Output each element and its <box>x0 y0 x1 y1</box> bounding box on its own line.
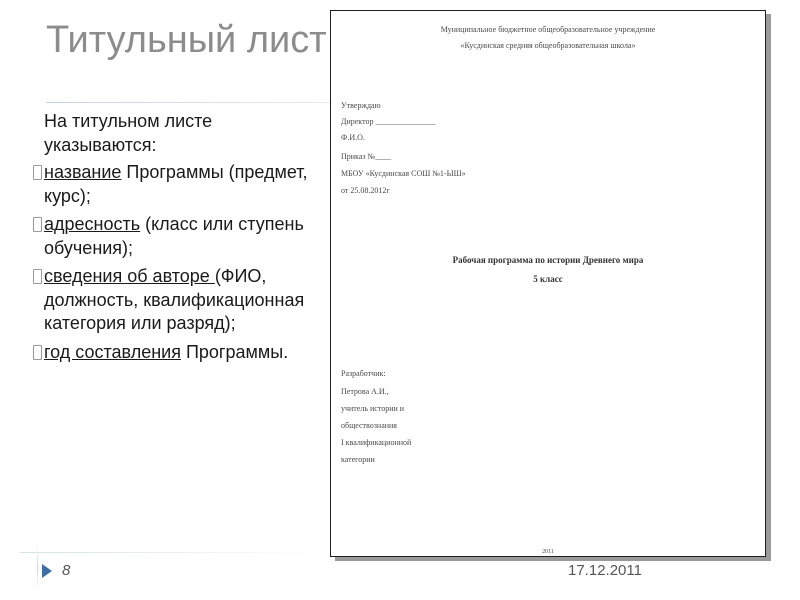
bullet-item <box>32 213 327 260</box>
bullet-keyword: сведения об авторе <box>44 266 215 286</box>
doc-developer-line: учитель истории и <box>341 404 405 413</box>
doc-developer-line: категории <box>341 455 375 464</box>
doc-header-line-2: «Кусдинская средняя общеобразовательная школа» <box>460 41 636 50</box>
bullet-text: (класс или ступень обучения); <box>44 214 304 258</box>
bullet-keyword: год составления <box>44 341 181 362</box>
footer-decor-vline <box>37 545 38 590</box>
bullet-text: (ФИО, должность, квалификационная категория или разряд); <box>44 266 305 333</box>
bullet-keyword: адресность <box>44 214 141 234</box>
doc-approval-line: Ф.И.О. <box>341 133 365 142</box>
intro-text: На титульном листе указываются: <box>44 111 213 155</box>
doc-header-line-1: Муниципальное бюджетное общеобразовательное учреждение <box>440 25 656 34</box>
doc-grade: 5 класс <box>533 274 563 284</box>
doc-developer-line: Разработчик: <box>341 369 386 378</box>
doc-approval-line: Утверждаю <box>341 101 381 110</box>
doc-developer-line: обществознания <box>341 421 397 430</box>
footer-decor-line <box>20 552 320 553</box>
bullet-text: Программы. <box>180 341 289 362</box>
bullet-box-icon <box>33 269 42 284</box>
slide-body <box>32 110 327 369</box>
title-page-document <box>330 10 766 557</box>
doc-approval-line: от 25.08.2012г <box>341 186 390 195</box>
bullet-text: Программы (предмет, курс); <box>44 162 308 206</box>
slide-number: 8 <box>62 562 71 579</box>
bullet-item <box>32 161 327 208</box>
doc-developer-line: Петрова А.И., <box>341 387 389 396</box>
title-divider <box>46 102 336 103</box>
bullet-item <box>32 265 327 336</box>
bullet-item <box>32 341 327 365</box>
play-arrow-icon <box>40 562 54 580</box>
bullet-box-icon <box>33 217 42 232</box>
doc-approval-line: Приказ №____ <box>341 152 392 161</box>
slide-title: Титульный лист <box>46 19 327 61</box>
bullet-keyword: название <box>44 162 122 182</box>
bullet-box-icon <box>33 165 42 180</box>
doc-program-title: Рабочая программа по истории Древнего мира <box>452 255 644 265</box>
bullet-box-icon <box>33 345 42 360</box>
doc-approval-line: МБОУ «Кусдинская СОШ №1-ЫШ» <box>341 169 466 178</box>
doc-developer-line: I квалификационной <box>341 438 412 447</box>
doc-year: 2011 <box>542 549 554 555</box>
doc-approval-line: Директор _______________ <box>341 117 436 126</box>
slide-date: 17.12.2011 <box>568 562 642 579</box>
